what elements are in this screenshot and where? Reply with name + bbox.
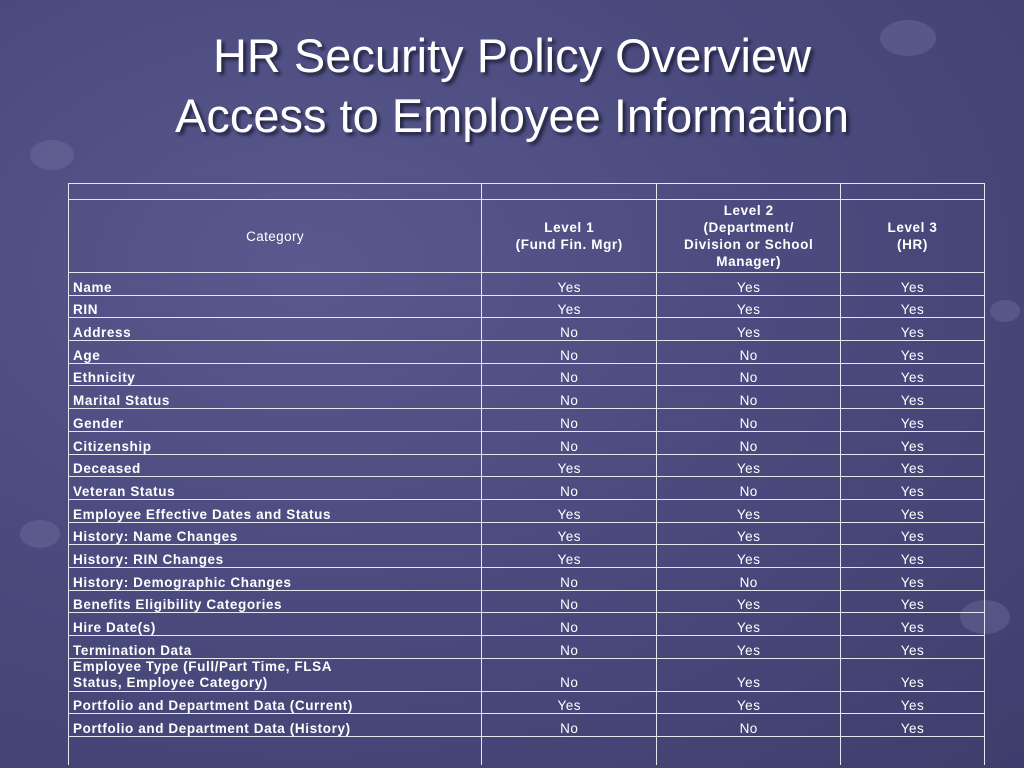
row-category-line: Portfolio and Department Data (History) bbox=[73, 721, 351, 737]
table-row bbox=[69, 613, 985, 636]
row-level-2-access: Yes bbox=[657, 613, 841, 636]
row-level-2-access: No bbox=[657, 431, 841, 454]
row-level-3-access: Yes bbox=[841, 691, 985, 714]
row-category-line: Status, Employee Category) bbox=[73, 674, 268, 690]
table-cell bbox=[482, 184, 657, 200]
row-category-line: Citizenship bbox=[73, 438, 152, 454]
table-row bbox=[69, 454, 985, 477]
table-row bbox=[69, 691, 985, 714]
table-cell bbox=[69, 184, 482, 200]
table-row bbox=[69, 431, 985, 454]
row-category bbox=[69, 714, 482, 737]
row-level-2-access: Yes bbox=[657, 499, 841, 522]
row-level-2-access: Yes bbox=[657, 318, 841, 341]
row-level-1-access: No bbox=[482, 386, 657, 409]
row-level-1-access: Yes bbox=[482, 273, 657, 296]
row-level-1-access: No bbox=[482, 431, 657, 454]
row-level-3-access: Yes bbox=[841, 454, 985, 477]
table-row bbox=[69, 499, 985, 522]
row-level-2-access: Yes bbox=[657, 590, 841, 613]
header-level-2 bbox=[657, 200, 841, 273]
row-category bbox=[69, 658, 482, 691]
header-level-1 bbox=[482, 200, 657, 273]
row-level-1-access: Yes bbox=[482, 454, 657, 477]
header-level-2-line: Level 2 bbox=[723, 203, 774, 218]
row-level-1-access: Yes bbox=[482, 691, 657, 714]
row-level-1-access: No bbox=[482, 567, 657, 590]
table-cell bbox=[657, 184, 841, 200]
row-category-line: Ethnicity bbox=[73, 370, 136, 386]
table-row bbox=[69, 636, 985, 659]
table-row bbox=[69, 590, 985, 613]
row-category-line: Employee Effective Dates and Status bbox=[73, 506, 332, 522]
title-line-1: HR Security Policy Overview bbox=[212, 29, 812, 82]
row-category-line: Name bbox=[73, 279, 113, 295]
row-level-2-access: No bbox=[657, 341, 841, 364]
row-category-line: Portfolio and Department Data (Current) bbox=[73, 698, 353, 714]
access-table-container bbox=[68, 183, 985, 765]
row-level-3-access: Yes bbox=[841, 658, 985, 691]
row-level-3-access: Yes bbox=[841, 341, 985, 364]
row-level-3-access: Yes bbox=[841, 499, 985, 522]
table-row bbox=[69, 273, 985, 296]
row-category bbox=[69, 295, 482, 318]
title-line-2: Access to Employee Information bbox=[175, 89, 849, 142]
row-level-3-access: Yes bbox=[841, 522, 985, 545]
row-category-line: Employee Type (Full/Part Time, FLSA bbox=[73, 658, 333, 674]
table-header-row bbox=[69, 200, 985, 273]
table-row bbox=[69, 363, 985, 386]
table-row bbox=[69, 409, 985, 432]
header-level-2-line: (Department/ bbox=[703, 220, 794, 235]
row-category bbox=[69, 613, 482, 636]
row-level-1-access: Yes bbox=[482, 545, 657, 568]
row-category-line: Gender bbox=[73, 415, 124, 431]
row-level-2-access: No bbox=[657, 386, 841, 409]
table-spacer-row bbox=[69, 737, 985, 766]
row-level-1-access: No bbox=[482, 318, 657, 341]
row-level-1-access: No bbox=[482, 409, 657, 432]
table-row bbox=[69, 386, 985, 409]
table-row bbox=[69, 567, 985, 590]
row-level-2-access: No bbox=[657, 714, 841, 737]
row-category bbox=[69, 318, 482, 341]
header-level-3 bbox=[841, 200, 985, 273]
header-level-2-line: Division or School bbox=[684, 237, 814, 252]
row-category-line: Veteran Status bbox=[73, 483, 176, 499]
row-level-3-access: Yes bbox=[841, 386, 985, 409]
row-level-3-access: Yes bbox=[841, 409, 985, 432]
table-row bbox=[69, 295, 985, 318]
table-cell bbox=[69, 737, 482, 766]
header-level-3-line: Level 3 bbox=[887, 220, 938, 235]
table-row bbox=[69, 477, 985, 500]
row-category-line: History: RIN Changes bbox=[73, 551, 224, 567]
row-level-1-access: Yes bbox=[482, 295, 657, 318]
row-category-line: Marital Status bbox=[73, 393, 170, 409]
row-category bbox=[69, 477, 482, 500]
row-category-line: Termination Data bbox=[73, 642, 192, 658]
row-category-line: Address bbox=[73, 325, 132, 341]
row-level-3-access: Yes bbox=[841, 567, 985, 590]
row-level-1-access: No bbox=[482, 636, 657, 659]
row-category bbox=[69, 522, 482, 545]
row-level-1-access: No bbox=[482, 341, 657, 364]
row-level-2-access: Yes bbox=[657, 522, 841, 545]
row-level-1-access: No bbox=[482, 477, 657, 500]
row-level-1-access: No bbox=[482, 714, 657, 737]
row-level-3-access: Yes bbox=[841, 318, 985, 341]
row-level-3-access: Yes bbox=[841, 273, 985, 296]
row-category bbox=[69, 499, 482, 522]
row-category bbox=[69, 636, 482, 659]
row-category bbox=[69, 409, 482, 432]
row-level-1-access: No bbox=[482, 590, 657, 613]
row-category-line: Age bbox=[73, 347, 101, 363]
row-level-2-access: No bbox=[657, 409, 841, 432]
table-cell bbox=[657, 737, 841, 766]
slide-title bbox=[0, 26, 1024, 146]
row-level-3-access: Yes bbox=[841, 363, 985, 386]
row-category bbox=[69, 590, 482, 613]
header-level-3-line: (HR) bbox=[897, 237, 928, 252]
row-category bbox=[69, 454, 482, 477]
row-level-3-access: Yes bbox=[841, 477, 985, 500]
table-cell bbox=[482, 737, 657, 766]
row-level-2-access: Yes bbox=[657, 295, 841, 318]
row-level-3-access: Yes bbox=[841, 590, 985, 613]
header-level-2-line: Manager) bbox=[716, 254, 782, 269]
row-level-2-access: Yes bbox=[657, 691, 841, 714]
row-category bbox=[69, 341, 482, 364]
row-category-line: Hire Date(s) bbox=[73, 620, 156, 635]
row-level-1-access: No bbox=[482, 658, 657, 691]
row-category bbox=[69, 273, 482, 296]
row-category-line: History: Name Changes bbox=[73, 529, 238, 545]
table-cell bbox=[841, 184, 985, 200]
table-row bbox=[69, 545, 985, 568]
row-category bbox=[69, 386, 482, 409]
header-category: Category bbox=[69, 200, 482, 273]
row-category-line: History: Demographic Changes bbox=[73, 574, 292, 590]
row-category bbox=[69, 691, 482, 714]
row-level-2-access: Yes bbox=[657, 636, 841, 659]
background-bubble bbox=[20, 520, 60, 548]
row-level-3-access: Yes bbox=[841, 295, 985, 318]
table-row bbox=[69, 714, 985, 737]
table-row bbox=[69, 341, 985, 364]
table-row bbox=[69, 658, 985, 691]
background-bubble bbox=[990, 300, 1020, 322]
row-level-1-access: Yes bbox=[482, 522, 657, 545]
row-category-line: Deceased bbox=[73, 461, 141, 477]
row-level-1-access: Yes bbox=[482, 499, 657, 522]
row-level-2-access: Yes bbox=[657, 273, 841, 296]
row-level-1-access: No bbox=[482, 613, 657, 636]
row-level-3-access: Yes bbox=[841, 613, 985, 636]
row-category-line: Benefits Eligibility Categories bbox=[73, 597, 283, 613]
row-category-line: RIN bbox=[73, 302, 99, 318]
table-row bbox=[69, 522, 985, 545]
row-level-1-access: No bbox=[482, 363, 657, 386]
row-category bbox=[69, 545, 482, 568]
row-level-3-access: Yes bbox=[841, 714, 985, 737]
row-category bbox=[69, 567, 482, 590]
row-level-2-access: No bbox=[657, 567, 841, 590]
row-category bbox=[69, 363, 482, 386]
row-level-3-access: Yes bbox=[841, 636, 985, 659]
row-level-2-access: Yes bbox=[657, 658, 841, 691]
row-category bbox=[69, 431, 482, 454]
header-level-1-line: Level 1 bbox=[544, 220, 595, 235]
header-level-1-line: (Fund Fin. Mgr) bbox=[515, 237, 623, 252]
row-level-3-access: Yes bbox=[841, 545, 985, 568]
table-row bbox=[69, 318, 985, 341]
access-table bbox=[68, 183, 985, 765]
table-cell bbox=[841, 737, 985, 766]
row-level-2-access: No bbox=[657, 477, 841, 500]
row-level-3-access: Yes bbox=[841, 431, 985, 454]
table-spacer-row bbox=[69, 184, 985, 200]
row-level-2-access: Yes bbox=[657, 545, 841, 568]
row-level-2-access: No bbox=[657, 363, 841, 386]
row-level-2-access: Yes bbox=[657, 454, 841, 477]
